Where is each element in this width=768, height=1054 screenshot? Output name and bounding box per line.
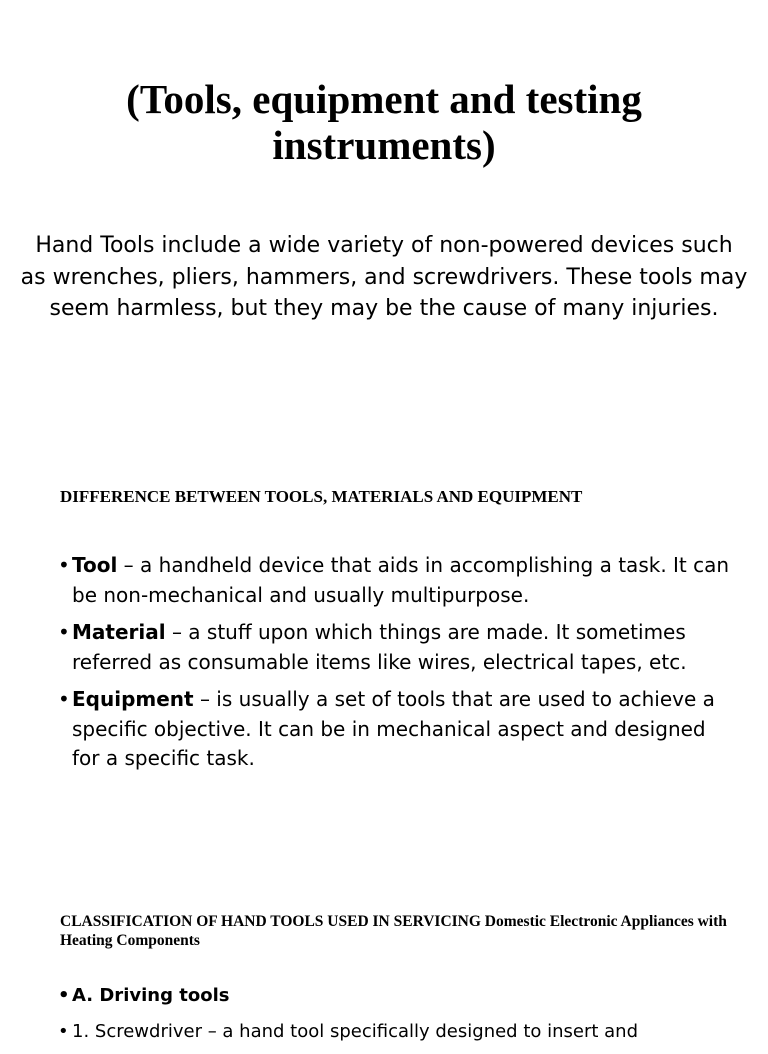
list-item [58,618,738,677]
page-title: (Tools, equipment and testing instruments) [126,76,642,168]
difference-heading: DIFFERENCE BETWEEN TOOLS, MATERIALS AND EQUIPMENT [60,487,583,506]
definition-term: Equipment [72,687,194,711]
bullet-icon: • [58,1021,69,1042]
definition-text: – a handheld device that aids in accomplishing a task. It can be non-mechanical and usually multipurpose. [72,553,730,607]
list-item [58,982,748,1010]
classification-list [58,982,748,1054]
bullet-icon: • [58,687,70,711]
definitions-list [58,551,738,782]
list-item [58,551,738,610]
bullet-icon: • [58,985,70,1006]
definition-term: Material [72,620,166,644]
definition-term: Tool [72,553,118,577]
definition-text: – is usually a set of tools that are used to achieve a specific objective. It can be in mechanical aspect and designed for a specific task. [72,687,715,770]
intro-paragraph: Hand Tools include a wide variety of non-powered devices such as wrenches, pliers, hammers, and screwdrivers. These tools may seem harmless, but they may be the cause of many injuries. [20,233,748,321]
definition-text: – a stuff upon which things are made. It sometimes referred as consumable items like wires, electrical tapes, etc. [72,620,687,674]
list-item [58,685,738,774]
classification-text: 1. Screwdriver – a hand tool specifically designed to insert and [72,1021,639,1042]
bullet-icon: • [58,553,70,577]
classification-text: A. Driving tools [72,985,230,1006]
classification-heading: CLASSIFICATION OF HAND TOOLS USED IN SERVICING Domestic Electronic Appliances with Heating Components [60,913,727,949]
bullet-icon: • [58,620,70,644]
list-item [58,1018,748,1046]
